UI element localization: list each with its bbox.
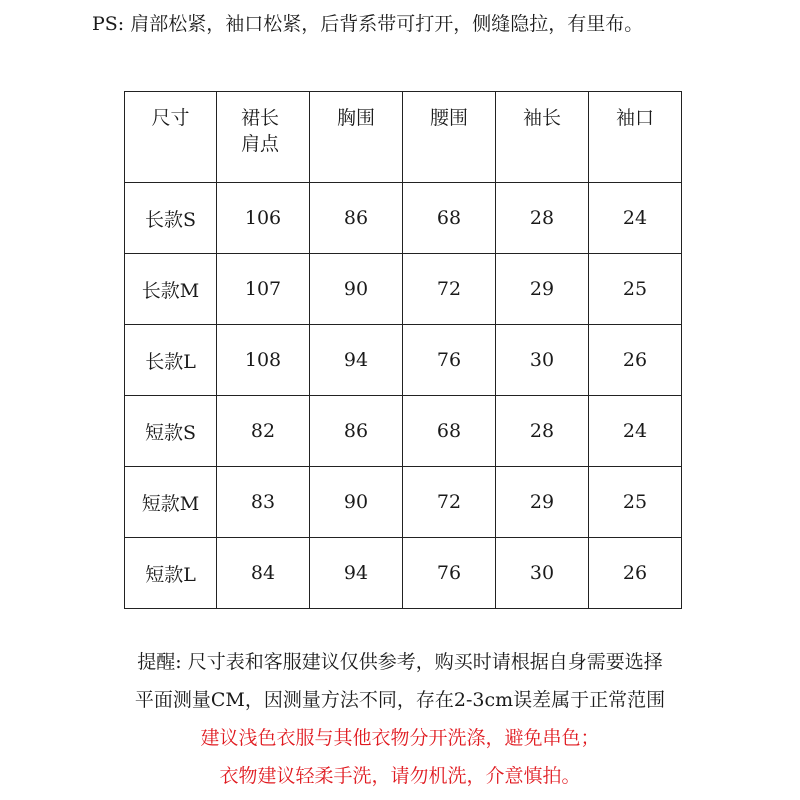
measurement-cell: 68 (403, 396, 496, 467)
measurement-cell: 106 (217, 183, 310, 254)
table-row (125, 467, 682, 538)
measurement-cell: 30 (496, 325, 589, 396)
size-table (124, 91, 682, 609)
measurement-cell: 94 (310, 538, 403, 609)
measurement-cell: 82 (217, 396, 310, 467)
size-label-cell: 短款S (125, 396, 217, 467)
measurement-cell: 29 (496, 467, 589, 538)
note-line: 建议浅色衣服与其他衣物分开洗涤，避免串色； (200, 727, 600, 749)
size-label-cell: 长款S (125, 183, 217, 254)
note-line: 提醒: 尺寸表和客服建议仅供参考，购买时请根据自身需要选择 (137, 651, 663, 673)
table-header-cell (403, 92, 496, 183)
table-header-cell (496, 92, 589, 183)
measurement-cell: 107 (217, 254, 310, 325)
measurement-cell: 83 (217, 467, 310, 538)
size-label-cell: 短款L (125, 538, 217, 609)
measurement-cell: 72 (403, 467, 496, 538)
header-label: 裙长肩点 (241, 107, 280, 155)
measurement-cell: 90 (310, 254, 403, 325)
measurement-cell: 25 (589, 467, 682, 538)
header-label: 袖口 (615, 107, 654, 129)
measurement-cell: 24 (589, 396, 682, 467)
table-row (125, 183, 682, 254)
table-row (125, 396, 682, 467)
size-label-cell: 长款L (125, 325, 217, 396)
size-label-cell: 短款M (125, 467, 217, 538)
note-line: 平面测量CM，因测量方法不同，存在2-3cm误差属于正常范围 (134, 689, 666, 711)
measurement-cell: 72 (403, 254, 496, 325)
measurement-cell: 24 (589, 183, 682, 254)
measurement-cell: 68 (403, 183, 496, 254)
table-header-cell (310, 92, 403, 183)
measurement-cell: 86 (310, 183, 403, 254)
measurement-cell: 76 (403, 538, 496, 609)
measurement-cell: 84 (217, 538, 310, 609)
measurement-cell: 26 (589, 538, 682, 609)
ps-note: PS: 肩部松紧，袖口松紧，后背系带可打开，侧缝隐拉，有里布。 (92, 13, 644, 35)
header-label: 尺寸 (151, 107, 190, 129)
size-label-cell: 长款M (125, 254, 217, 325)
measurement-cell: 29 (496, 254, 589, 325)
measurement-cell: 25 (589, 254, 682, 325)
table-header-cell (125, 92, 217, 183)
measurement-cell: 30 (496, 538, 589, 609)
table-row (125, 538, 682, 609)
measurement-cell: 28 (496, 183, 589, 254)
header-label: 袖长 (522, 107, 561, 129)
table-row (125, 325, 682, 396)
measurement-cell: 86 (310, 396, 403, 467)
reminder-notes (0, 643, 800, 795)
measurement-cell: 76 (403, 325, 496, 396)
table-header-row (125, 92, 682, 183)
measurement-cell: 94 (310, 325, 403, 396)
table-header-cell (589, 92, 682, 183)
table-header-cell (217, 92, 310, 183)
measurement-cell: 28 (496, 396, 589, 467)
measurement-cell: 108 (217, 325, 310, 396)
table-row (125, 254, 682, 325)
header-label: 腰围 (429, 107, 468, 129)
note-line: 衣物建议轻柔手洗，请勿机洗，介意慎拍。 (219, 765, 581, 787)
measurement-cell: 26 (589, 325, 682, 396)
header-label: 胸围 (336, 107, 375, 129)
measurement-cell: 90 (310, 467, 403, 538)
